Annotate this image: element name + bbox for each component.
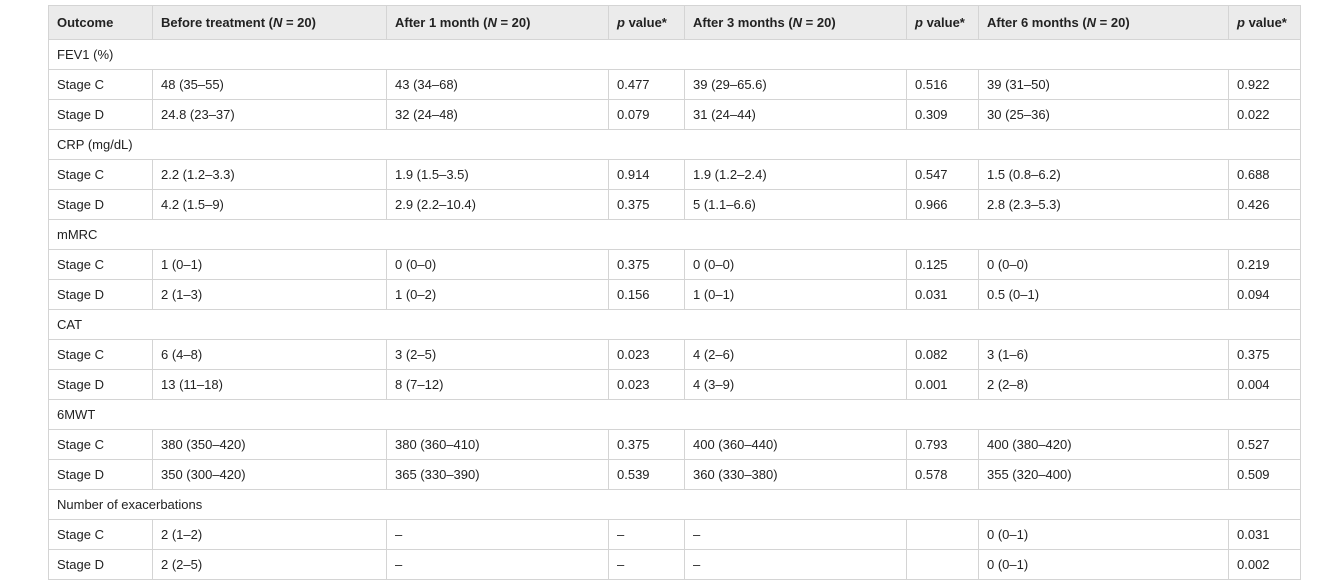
cell-after-3-months: 31 (24–44) [685, 100, 907, 130]
header-text-before-end: = 20) [282, 15, 316, 30]
cell-after-6-months: 2.8 (2.3–5.3) [979, 190, 1229, 220]
header-italic-n-month1: N [487, 15, 497, 30]
header-text-month1: After 1 month ( [395, 15, 488, 30]
cell-before-treatment: 1 (0–1) [153, 250, 387, 280]
column-header-pvalue6 [1229, 6, 1301, 40]
cell-pvalue-3-months: 0.001 [907, 370, 979, 400]
cell-after-1-month: 2.9 (2.2–10.4) [387, 190, 609, 220]
cell-before-treatment: 350 (300–420) [153, 460, 387, 490]
cell-stage: Stage C [49, 70, 153, 100]
table-body [49, 40, 1301, 580]
cell-after-6-months: 30 (25–36) [979, 100, 1229, 130]
cell-pvalue-3-months: 0.125 [907, 250, 979, 280]
table-row [49, 70, 1301, 100]
cell-pvalue-6-months: 0.004 [1229, 370, 1301, 400]
cell-pvalue-1-month: 0.539 [609, 460, 685, 490]
cell-after-3-months: – [685, 550, 907, 580]
section-title: FEV1 (%) [49, 40, 1301, 70]
header-text-outcome: Outcome [57, 15, 114, 30]
cell-pvalue-3-months: 0.309 [907, 100, 979, 130]
cell-after-1-month: 0 (0–0) [387, 250, 609, 280]
cell-pvalue-6-months: 0.922 [1229, 70, 1301, 100]
cell-before-treatment: 48 (35–55) [153, 70, 387, 100]
table-row [49, 550, 1301, 580]
header-italic-n-before: N [272, 15, 283, 30]
cell-stage: Stage D [49, 550, 153, 580]
cell-pvalue-3-months: 0.578 [907, 460, 979, 490]
cell-before-treatment: 4.2 (1.5–9) [153, 190, 387, 220]
column-header-outcome [49, 6, 153, 40]
cell-after-1-month: 43 (34–68) [387, 70, 609, 100]
section-title: Number of exacerbations [49, 490, 1301, 520]
cell-pvalue-1-month: 0.079 [609, 100, 685, 130]
column-header-pvalue3 [907, 6, 979, 40]
table-row [49, 430, 1301, 460]
cell-before-treatment: 6 (4–8) [153, 340, 387, 370]
cell-pvalue-6-months: 0.426 [1229, 190, 1301, 220]
cell-pvalue-1-month: – [609, 520, 685, 550]
section-title: CAT [49, 310, 1301, 340]
cell-stage: Stage D [49, 460, 153, 490]
section-row [49, 400, 1301, 430]
column-header-month1 [387, 6, 609, 40]
cell-after-1-month: 3 (2–5) [387, 340, 609, 370]
cell-after-3-months: 4 (2–6) [685, 340, 907, 370]
table-header [49, 6, 1301, 40]
table-row [49, 250, 1301, 280]
cell-pvalue-1-month: 0.914 [609, 160, 685, 190]
section-title: CRP (mg/dL) [49, 130, 1301, 160]
cell-after-3-months: 1.9 (1.2–2.4) [685, 160, 907, 190]
cell-stage: Stage D [49, 280, 153, 310]
table-row [49, 460, 1301, 490]
cell-before-treatment: 380 (350–420) [153, 430, 387, 460]
cell-after-3-months: 4 (3–9) [685, 370, 907, 400]
cell-before-treatment: 2 (1–3) [153, 280, 387, 310]
cell-after-3-months: 360 (330–380) [685, 460, 907, 490]
cell-pvalue-6-months: 0.002 [1229, 550, 1301, 580]
cell-pvalue-1-month: – [609, 550, 685, 580]
section-row [49, 220, 1301, 250]
cell-pvalue-1-month: 0.023 [609, 370, 685, 400]
cell-before-treatment: 2 (1–2) [153, 520, 387, 550]
cell-after-6-months: 0 (0–0) [979, 250, 1229, 280]
cell-stage: Stage D [49, 370, 153, 400]
cell-pvalue-6-months: 0.022 [1229, 100, 1301, 130]
cell-after-3-months: – [685, 520, 907, 550]
cell-before-treatment: 2 (2–5) [153, 550, 387, 580]
header-text-month3: After 3 months ( [693, 15, 793, 30]
cell-after-6-months: 39 (31–50) [979, 70, 1229, 100]
cell-pvalue-1-month: 0.156 [609, 280, 685, 310]
column-header-before [153, 6, 387, 40]
cell-pvalue-6-months: 0.031 [1229, 520, 1301, 550]
cell-pvalue-6-months: 0.219 [1229, 250, 1301, 280]
header-text-month6: After 6 months ( [987, 15, 1087, 30]
cell-pvalue-3-months: 0.516 [907, 70, 979, 100]
header-italic-n-month3: N [792, 15, 803, 30]
table-row [49, 160, 1301, 190]
table-row [49, 100, 1301, 130]
header-text-month1-end: = 20) [496, 15, 531, 30]
section-row [49, 490, 1301, 520]
cell-after-6-months: 355 (320–400) [979, 460, 1229, 490]
cell-after-1-month: 380 (360–410) [387, 430, 609, 460]
cell-after-6-months: 0.5 (0–1) [979, 280, 1229, 310]
cell-after-1-month: 1 (0–2) [387, 280, 609, 310]
cell-pvalue-1-month: 0.375 [609, 190, 685, 220]
header-text-pvalue1: value* [624, 15, 667, 30]
cell-after-6-months: 0 (0–1) [979, 550, 1229, 580]
cell-after-1-month: 365 (330–390) [387, 460, 609, 490]
results-table [48, 5, 1301, 580]
cell-before-treatment: 13 (11–18) [153, 370, 387, 400]
table-row [49, 520, 1301, 550]
table-header-row [49, 6, 1301, 40]
section-row [49, 130, 1301, 160]
cell-pvalue-3-months: 0.031 [907, 280, 979, 310]
table-row [49, 340, 1301, 370]
cell-after-1-month: 8 (7–12) [387, 370, 609, 400]
cell-stage: Stage C [49, 340, 153, 370]
cell-stage: Stage C [49, 430, 153, 460]
cell-pvalue-3-months: 0.082 [907, 340, 979, 370]
table-row [49, 370, 1301, 400]
cell-after-6-months: 1.5 (0.8–6.2) [979, 160, 1229, 190]
cell-pvalue-6-months: 0.509 [1229, 460, 1301, 490]
cell-pvalue-1-month: 0.375 [609, 430, 685, 460]
cell-stage: Stage C [49, 520, 153, 550]
cell-before-treatment: 24.8 (23–37) [153, 100, 387, 130]
cell-after-6-months: 2 (2–8) [979, 370, 1229, 400]
section-title: 6MWT [49, 400, 1301, 430]
header-italic-p-6: p [1237, 15, 1245, 30]
header-italic-n-month6: N [1086, 15, 1097, 30]
header-italic-p-1: p [617, 15, 625, 30]
cell-pvalue-6-months: 0.094 [1229, 280, 1301, 310]
cell-after-1-month: – [387, 520, 609, 550]
cell-pvalue-1-month: 0.477 [609, 70, 685, 100]
cell-pvalue-6-months: 0.375 [1229, 340, 1301, 370]
cell-after-3-months: 5 (1.1–6.6) [685, 190, 907, 220]
cell-after-3-months: 400 (360–440) [685, 430, 907, 460]
cell-after-6-months: 3 (1–6) [979, 340, 1229, 370]
header-text-month6-end: = 20) [1096, 15, 1130, 30]
column-header-month3 [685, 6, 907, 40]
section-title: mMRC [49, 220, 1301, 250]
column-header-month6 [979, 6, 1229, 40]
cell-pvalue-6-months: 0.688 [1229, 160, 1301, 190]
cell-after-3-months: 39 (29–65.6) [685, 70, 907, 100]
cell-before-treatment: 2.2 (1.2–3.3) [153, 160, 387, 190]
column-header-pvalue1 [609, 6, 685, 40]
cell-pvalue-6-months: 0.527 [1229, 430, 1301, 460]
header-italic-p-3: p [915, 15, 923, 30]
cell-after-6-months: 0 (0–1) [979, 520, 1229, 550]
cell-after-1-month: – [387, 550, 609, 580]
table-row [49, 280, 1301, 310]
cell-after-1-month: 32 (24–48) [387, 100, 609, 130]
cell-pvalue-3-months [907, 520, 979, 550]
cell-pvalue-3-months: 0.547 [907, 160, 979, 190]
cell-after-6-months: 400 (380–420) [979, 430, 1229, 460]
cell-stage: Stage D [49, 100, 153, 130]
cell-pvalue-3-months: 0.966 [907, 190, 979, 220]
header-text-pvalue3: value* [922, 15, 965, 30]
header-text-before: Before treatment ( [161, 15, 273, 30]
cell-stage: Stage D [49, 190, 153, 220]
results-table-container [48, 5, 1300, 580]
header-text-pvalue6: value* [1244, 15, 1287, 30]
cell-pvalue-1-month: 0.023 [609, 340, 685, 370]
cell-pvalue-1-month: 0.375 [609, 250, 685, 280]
cell-pvalue-3-months: 0.793 [907, 430, 979, 460]
table-row [49, 190, 1301, 220]
header-text-month3-end: = 20) [802, 15, 836, 30]
cell-after-3-months: 1 (0–1) [685, 280, 907, 310]
section-row [49, 310, 1301, 340]
cell-after-3-months: 0 (0–0) [685, 250, 907, 280]
cell-stage: Stage C [49, 160, 153, 190]
cell-after-1-month: 1.9 (1.5–3.5) [387, 160, 609, 190]
section-row [49, 40, 1301, 70]
cell-stage: Stage C [49, 250, 153, 280]
cell-pvalue-3-months [907, 550, 979, 580]
